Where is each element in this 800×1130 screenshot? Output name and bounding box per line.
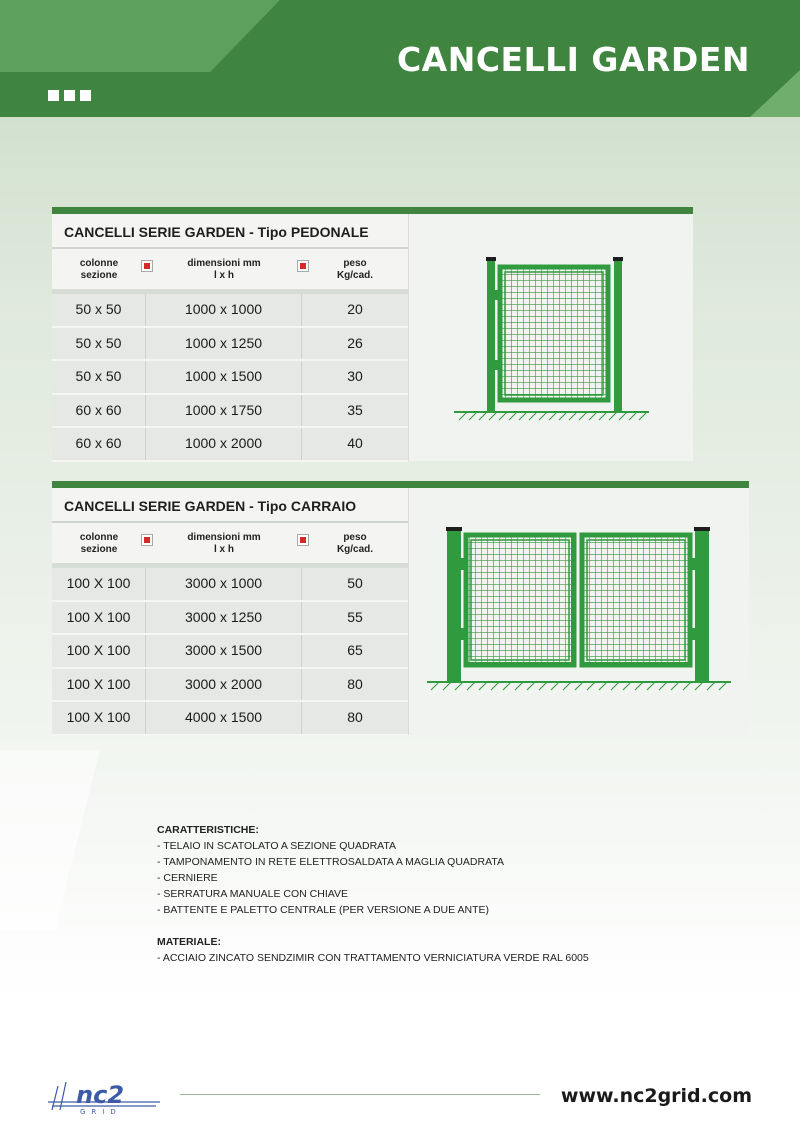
cell-sezione: 100 X 100 <box>52 602 146 634</box>
cell-dimensioni: 3000 x 2000 <box>146 669 302 701</box>
cell-peso: 80 <box>347 709 363 725</box>
cell-peso: 80 <box>347 675 363 692</box>
cell-peso: 50 <box>347 575 363 591</box>
cell-dimensioni: 3000 x 1250 <box>146 602 302 634</box>
logo-mark <box>48 1076 163 1116</box>
features-heading: CARATTERISTICHE: <box>157 824 259 836</box>
page-header <box>0 0 800 117</box>
cell-dimensioni: 1000 x 1500 <box>146 361 302 393</box>
material-item: - ACCIAIO ZINCATO SENDZIMIR CON TRATTAMENTO VERNICIATURA VERDE RAL 6005 <box>157 952 589 964</box>
logo-text: nc2 <box>76 1081 125 1109</box>
cell-dimensioni: 1000 x 1250 <box>146 328 302 360</box>
feature-item: - TELAIO IN SCATOLATO A SEZIONE QUADRATA <box>157 840 397 852</box>
double-gate-icon <box>409 488 750 735</box>
cell-dimensioni: 3000 x 1500 <box>146 635 302 667</box>
cell-dimensioni: 1000 x 1000 <box>146 294 302 326</box>
cell-peso: 20 <box>347 301 363 317</box>
header-line: colonne <box>79 532 119 543</box>
image-panel <box>408 488 749 735</box>
table-row <box>52 361 408 395</box>
cell-sezione: 60 x 60 <box>52 428 146 460</box>
cell-sezione: 100 X 100 <box>52 568 146 600</box>
feature-item: - BATTENTE E PALETTO CENTRALE (PER VERSIONE A DUE ANTE) <box>157 904 489 916</box>
spacer <box>157 918 589 934</box>
header-line: colonne <box>79 258 119 269</box>
cell-sezione: 50 x 50 <box>52 328 146 360</box>
website-url[interactable]: www.nc2grid.com <box>560 1085 752 1107</box>
footer-divider <box>180 1094 540 1095</box>
cell-sezione: 100 X 100 <box>52 635 146 667</box>
header-corner-shape <box>750 70 800 117</box>
header-col-dimensioni <box>146 249 302 289</box>
header-line: l x h <box>213 544 234 555</box>
cell-dimensioni: 4000 x 1500 <box>146 702 302 734</box>
page-title: CANCELLI GARDEN <box>396 40 750 79</box>
header-col-sezione <box>52 523 146 563</box>
material-heading: MATERIALE: <box>157 936 221 948</box>
image-panel <box>408 214 693 461</box>
header-line: sezione <box>80 544 118 555</box>
table-row <box>52 702 408 736</box>
cell-sezione: 50 x 50 <box>52 361 146 393</box>
table-row <box>52 568 408 602</box>
table-row <box>52 669 408 703</box>
table-carraio <box>52 488 408 736</box>
feature-item: - CERNIERE <box>157 872 218 884</box>
table-pedonale <box>52 214 408 462</box>
section-bar <box>52 207 693 214</box>
table-title: CANCELLI SERIE GARDEN - Tipo PEDONALE <box>52 214 408 249</box>
cell-sezione: 60 x 60 <box>52 395 146 427</box>
header-line: peso <box>343 532 367 543</box>
cell-dimensioni: 1000 x 2000 <box>146 428 302 460</box>
cell-peso: 26 <box>347 334 363 351</box>
table-header <box>52 523 408 568</box>
cell-peso: 65 <box>347 642 363 658</box>
feature-item: - SERRATURA MANUALE CON CHIAVE <box>157 888 348 900</box>
table-row <box>52 428 408 462</box>
header-square <box>64 90 75 101</box>
table-row <box>52 328 408 362</box>
header-line: dimensioni mm <box>187 532 261 543</box>
header-col-dimensioni <box>146 523 302 563</box>
header-col-peso <box>302 249 408 289</box>
section-bar <box>52 481 749 488</box>
header-square <box>48 90 59 101</box>
logo-subtext: GRID <box>80 1108 122 1116</box>
section-carraio <box>52 481 749 735</box>
cell-peso: 35 <box>347 401 363 418</box>
header-line: dimensioni mm <box>187 258 261 269</box>
features-block <box>157 822 589 966</box>
cell-sezione: 50 x 50 <box>52 294 146 326</box>
header-line: Kg/cad. <box>336 544 374 555</box>
single-gate-icon <box>409 214 694 461</box>
feature-item: - TAMPONAMENTO IN RETE ELETTROSALDATA A MAGLIA QUADRATA <box>157 856 504 868</box>
header-line: peso <box>343 258 367 269</box>
cell-peso: 40 <box>347 435 363 451</box>
header-line: sezione <box>80 270 118 281</box>
table-row <box>52 635 408 669</box>
table-title: CANCELLI SERIE GARDEN - Tipo CARRAIO <box>52 488 408 523</box>
section-pedonale <box>52 207 693 461</box>
header-line: Kg/cad. <box>336 270 374 281</box>
header-col-sezione <box>52 249 146 289</box>
cell-dimensioni: 3000 x 1000 <box>146 568 302 600</box>
cell-peso: 30 <box>347 368 363 384</box>
header-square <box>80 90 91 101</box>
table-header <box>52 249 408 294</box>
header-squares <box>48 90 91 101</box>
table-row <box>52 294 408 328</box>
header-light-shape <box>0 0 280 72</box>
header-line: l x h <box>213 270 234 281</box>
table-row <box>52 602 408 636</box>
cell-sezione: 100 X 100 <box>52 702 146 734</box>
decorative-shape <box>0 750 100 930</box>
cell-peso: 55 <box>347 608 363 625</box>
nc2-logo <box>48 1076 163 1120</box>
header-col-peso <box>302 523 408 563</box>
table-row <box>52 395 408 429</box>
cell-dimensioni: 1000 x 1750 <box>146 395 302 427</box>
cell-sezione: 100 X 100 <box>52 669 146 701</box>
